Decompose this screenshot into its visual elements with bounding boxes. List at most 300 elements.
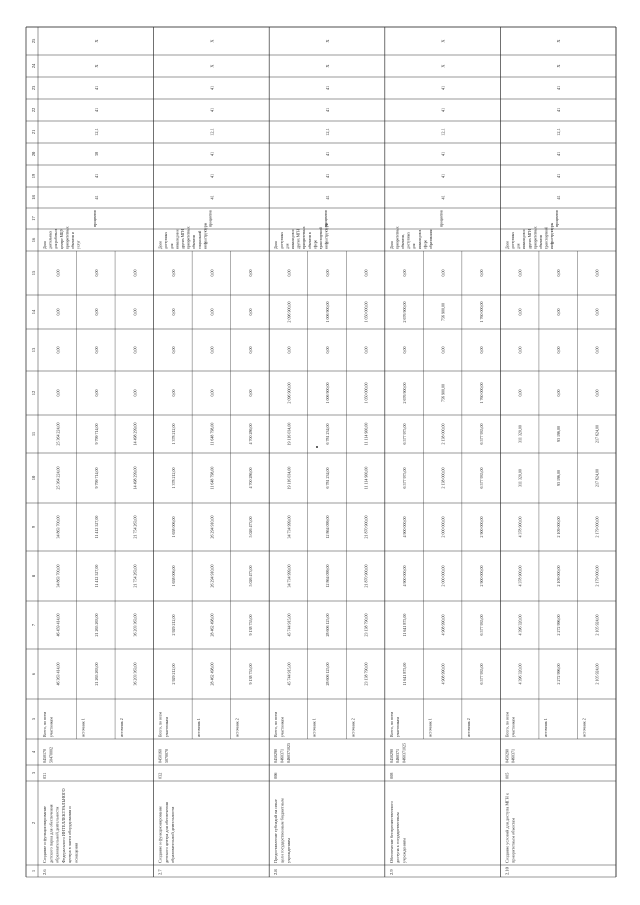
indicator-text: Доля [505,241,510,249]
indicator-value: 41 [440,85,446,91]
amount-value: 28 606 125,00 [325,662,330,686]
amount-value: 0,00 [594,308,600,316]
amount-value: 28 462 498,00 [209,613,215,637]
amount-value: 1 378 212,00 [170,467,176,489]
indicator-text: других МГН [527,229,532,249]
indicator-value: 41 [325,85,330,91]
indicator-text: объектов [192,234,197,249]
amount-value: 36 203 363,00 [132,662,138,686]
row-number: 2.9 [388,869,394,875]
column-number: 3 [31,771,36,775]
sub-label: источник 2 [581,718,587,737]
amount-value: 0,00 [93,346,99,354]
unit-text: процентов [324,210,328,227]
amount-value: 4 700 286,00 [247,467,253,489]
amount-value: 11 114 900,00 [363,422,369,446]
amount-value: 34 734 999,00 [286,515,292,539]
amount-value: 9 138 755,00 [247,614,253,636]
indicator-value: X [440,64,446,68]
sub-label: Всего, по всем [273,712,279,737]
amount-value: 0,00 [209,346,215,354]
row-name: образовательной деятельности [54,806,60,863]
amount-value: 45 744 915,00 [286,613,292,637]
amount-value: 0,00 [93,389,99,397]
amount-value: 0,00 [556,269,562,277]
indicator-value: 41 [556,85,562,91]
indicator-text: объектов в [307,232,312,249]
amount-value: 28 606 125,00 [325,613,330,637]
amount-value: 23 138 790,00 [363,613,369,637]
indicator-value: 41 [209,173,215,179]
indicator-text: объектов [539,234,543,249]
row-kbk: 50470002 [48,747,54,763]
amount-value: 4 900 000,00 [402,516,408,538]
amount-value: 0,00 [170,308,176,316]
amount-value: 0,00 [209,269,215,277]
amount-value: 2 929 212,00 [170,663,176,685]
amount-value: 4 908 990,00 [440,614,446,636]
row-kbk: 0450160 [157,749,163,763]
row-kbk: 0460371025 [285,743,291,763]
sub-label: источник 2 [465,718,471,737]
amount-value: 26 294 910,00 [209,564,215,588]
amount-value: 0,00 [440,269,446,277]
indicator-value: 12,1 [93,128,99,136]
amount-value: 2 272 996,00 [556,614,562,636]
indicator-value: X [440,39,446,43]
amount-value: 756 900,00 [440,303,446,321]
indicator-value: 41 [93,195,99,200]
column-number: 5 [31,717,36,721]
amount-value: 2 105 924,00 [594,614,600,636]
sub-label: участникам [279,717,285,737]
row-name: центра в части оборудования и [67,806,73,863]
indicator-value: X [325,39,330,43]
indicator-text: других МГН [181,229,185,249]
amount-value: 45 744 915,00 [286,662,292,686]
column-number: 10 [31,475,36,481]
amount-value: 1 050 000,00 [363,382,369,404]
amount-value: 311 320,00 [517,469,523,487]
amount-value: 4 700 286,00 [247,423,253,445]
amount-value: 11 114 900,00 [363,466,369,490]
sub-label: источник 2 [350,718,356,737]
column-number: 17 [31,216,36,221]
amount-value: 0,00 [55,308,61,316]
indicator-text: социальной [197,230,202,249]
indicator-text: инвалидов в [417,229,422,249]
amount-value: 756 900,00 [440,384,446,402]
amount-value: 4 378 900,00 [517,516,523,538]
indicator-value: 41 [93,85,99,91]
amount-value: 0,00 [247,308,253,316]
row-name: Федерального ИНТЕЛЛЕКТУАЛЬНОГО [60,788,66,863]
indicator-text: доступных [279,231,284,249]
column-number: 23 [31,85,36,91]
indicator-text: доступных [406,231,411,249]
amount-value: 14 498 299,00 [132,422,138,446]
amount-value: 0,00 [479,269,485,277]
indicator-value: 41 [440,151,446,157]
row-code: 005 [504,772,510,779]
indicator-value: 41 [556,151,562,157]
amount-value: 6 577 935,00 [479,663,485,685]
column-number: 12 [31,390,36,396]
amount-value: 0,00 [286,346,292,354]
indicator-text: для [169,243,174,249]
indicator-text: сфере [423,239,428,249]
amount-value: 1 006 900,00 [325,301,330,323]
indicator-text: услуг [76,240,81,249]
amount-value: 2 676 900,00 [402,301,408,323]
indicator-value: 12,1 [209,128,215,136]
indicator-value: 41 [93,173,99,179]
indicator-text: доступных [164,231,169,249]
row-number: 2.7 [157,869,163,875]
indicator-value: 41 [440,195,446,200]
indicator-text: транспортной [319,227,323,249]
indicator-value: 41 [325,173,330,179]
amount-value: 28 462 498,00 [209,662,215,686]
amount-value: 1 760 000,00 [479,301,485,323]
indicator-text: для [516,243,521,249]
amount-value: 0,00 [247,346,253,354]
amount-value: 2 000 000,00 [440,516,446,538]
table-text [31,38,601,875]
indicator-text: инфраструктуры [203,222,208,249]
amount-value: 2 138 000,00 [440,467,446,489]
indicator-value: 41 [325,107,330,113]
amount-value: 34 863 700,00 [55,564,61,588]
sub-label: Всего, по всем [388,712,394,737]
column-number: 4 [31,750,36,754]
amount-value: 14 498 299,00 [132,466,138,490]
row-name: приоритетным объектам [510,818,516,863]
sub-label: Всего, по всем [42,712,47,737]
amount-value: 12 864 099,00 [325,515,330,539]
amount-value: 1 378 212,00 [170,423,176,445]
amount-value: 0,00 [556,346,562,354]
amount-value: 21 265 263,00 [93,613,99,637]
amount-value: 0,00 [363,346,369,354]
amount-value: 217 624,00 [594,425,600,443]
column-number: 16 [31,237,36,243]
indicator-text: приоритетных [65,226,70,249]
indicator-text: объектов и [71,232,75,249]
amount-value: 0,00 [286,269,292,277]
row-kbk: 0460371 [395,749,401,763]
indicator-text: приоритетных [302,226,307,249]
amount-value: 6 781 234,00 [325,423,330,445]
amount-value: 6 781 234,00 [325,467,330,489]
amount-value: 0,00 [170,269,176,277]
indicator-value: X [209,64,215,68]
sub-label: источник 1 [196,718,202,737]
row-kbk: 5070070 [163,749,169,763]
row-name: образовательной деятельности [170,806,176,863]
amount-value: 19 116 034,00 [286,422,292,446]
column-number: 14 [31,309,36,315]
amount-value: 21 754 263,00 [132,564,138,588]
amount-value: 0,00 [132,346,138,354]
sub-label: участникам [510,717,516,737]
amount-value: 36 203 363,00 [132,613,138,637]
amount-value: 0,00 [517,308,523,316]
sub-label: Всего, по всем [157,712,163,737]
column-number: 6 [31,672,36,676]
indicator-value: 12,1 [556,128,562,136]
row-number: 2.8 [273,869,279,875]
unit-text: процентов [92,210,97,227]
amount-value: 0,00 [132,389,138,397]
indicator-text: для [412,243,417,249]
indicator-text: приоритетных [533,226,538,249]
unit-text: процентов [555,210,560,227]
indicator-text: центре МЦУ [59,228,64,249]
amount-value: 2 109 000,00 [556,565,562,587]
amount-value: 1 760 000,00 [479,382,485,404]
column-number: 25 [31,38,36,44]
row-code: 008 [388,772,394,779]
indicator-text: сфере [313,239,318,249]
amount-value: 11 641 875,00 [402,662,408,686]
sub-label: источник 1 [311,718,317,737]
sub-label: источник 1 [542,718,548,737]
column-number: 7 [31,623,36,627]
amount-value: 0,00 [363,269,369,277]
amount-value: 93 196,00 [556,426,562,442]
amount-value: 23 138 790,00 [363,662,369,686]
amount-value: 0,00 [55,269,61,277]
amount-value: 2 000 000,00 [440,565,446,587]
page-mark [316,446,318,448]
indicator-value: X [325,64,330,68]
amount-value: 25 364 224,00 [55,466,61,490]
indicator-text: Доля [274,241,279,249]
amount-value: 6 577 975,00 [402,423,408,445]
indicator-text: инвалидов и [522,229,527,249]
amount-value: 0,00 [517,389,523,397]
row-kbk: 0450290 [273,749,279,763]
amount-value: 11 412 527,00 [93,515,99,539]
row-name: Предоставление субсидий на иные [273,799,279,863]
amount-value: 217 624,00 [594,469,600,487]
indicator-text: для [285,243,290,249]
amount-value: 0,00 [55,346,61,354]
row-number: 2.6 [42,869,47,875]
table-grid [26,27,616,877]
column-number: 8 [31,574,36,578]
indicator-value: X [93,64,99,68]
amount-value: 2 179 000,00 [594,516,600,538]
sub-label: участникам [48,717,54,737]
amount-value: 2 272 996,00 [556,663,562,685]
amount-value: 0,00 [479,346,485,354]
amount-value: 2 929 212,00 [170,614,176,636]
indicator-value: 41 [209,151,215,157]
amount-value: 0,00 [93,308,99,316]
indicator-text: инфраструктуры [324,222,329,249]
row-name: учреждениям [401,838,407,863]
indicator-value: 12,1 [440,128,446,136]
column-number: 13 [31,347,36,353]
amount-value: 34 734 999,00 [286,564,292,588]
amount-value: 26 294 910,00 [209,515,215,539]
amount-value: 2 179 000,00 [594,565,600,587]
sub-label: источник 1 [80,718,86,737]
amount-value: 25 364 224,00 [55,422,61,446]
indicator-text: Доля [43,241,47,249]
row-kbk: 0450290 [504,749,510,763]
row-name: Создание условий для доступа МГН к [504,793,510,863]
amount-value: 1 006 900,00 [325,382,330,404]
unit-text: процентов [439,210,444,227]
amount-value: 46 363 414,00 [55,662,61,686]
amount-value: 4 378 900,00 [517,565,523,587]
row-name: Обеспечение беспрепятственного [388,801,394,863]
row-kbk: 0460371025 [401,743,407,763]
indicator-text: образования [429,229,433,249]
row-kbk: 0460371 [510,749,516,763]
amount-value: 46 459 414,00 [55,613,61,637]
amount-value: 9 799 714,00 [93,423,99,445]
indicator-text: для работы в [54,228,59,249]
column-number: 24 [31,63,36,69]
amount-value: 0,00 [247,389,253,397]
indicator-value: 41 [209,107,215,113]
amount-value: 0,00 [209,389,215,397]
indicator-value: 41 [556,173,562,179]
indicator-text: приоритетных [186,226,191,249]
amount-value: 0,00 [402,346,408,354]
amount-value: 21 870 900,00 [363,515,369,539]
indicator-value: X [93,39,99,43]
amount-value: 21 870 900,00 [363,564,369,588]
indicator-value: 38 [93,151,99,157]
sub-label: Всего, по всем [504,712,510,737]
amount-value: 0,00 [132,269,138,277]
row-name: цели государственным бюджетным [279,798,285,863]
amount-value: 0,00 [556,308,562,316]
row-code: 032 [157,772,163,779]
unit-text: процентов [208,210,213,227]
amount-value: 6 577 975,00 [402,467,408,489]
amount-value: 0,00 [440,346,446,354]
amount-value: 11 412 527,00 [93,564,99,588]
amount-value: 5 026 473,00 [247,516,253,538]
column-number: 9 [31,525,36,529]
indicator-text: инвалидов и [175,229,180,249]
amount-value: 34 863 700,00 [55,515,61,539]
amount-value: 0,00 [132,308,138,316]
amount-value: 0,00 [517,346,523,354]
indicator-value: 41 [209,195,215,200]
indicator-text: Доля [158,241,163,249]
amount-value: 0,00 [170,389,176,397]
amount-value: 0,00 [325,346,330,354]
sub-label: участникам [395,717,401,737]
amount-value: 9 799 714,00 [93,467,99,489]
column-number: 21 [31,129,36,135]
row-name: Создание и функционирование [42,806,47,863]
row-name: детского центра для обеспечения [163,802,169,863]
amount-value: 1 658 006,00 [170,565,176,587]
indicator-value: X [556,64,562,68]
indicator-text: транспортной [544,227,549,249]
amount-value: 2 105 924,00 [594,663,600,685]
sub-label: источник 1 [427,718,433,737]
indicator-value: X [556,39,562,43]
amount-value: 2 900 000,00 [479,565,485,587]
amount-value: 6 577 935,00 [479,614,485,636]
amount-value: 2 676 900,00 [402,382,408,404]
row-kbk: 0450290 [388,749,394,763]
amount-value: 21 754 263,00 [132,515,138,539]
amount-value: 0,00 [517,269,523,277]
amount-value: 6 577 935,00 [479,423,485,445]
amount-value: 11 641 875,00 [402,613,408,637]
amount-value: 0,00 [209,308,215,316]
indicator-value: 41 [440,173,446,179]
amount-value: 2 096 900,00 [286,301,292,323]
amount-value: 0,00 [556,389,562,397]
amount-value: 19 116 034,00 [286,466,292,490]
amount-value: 0,00 [247,269,253,277]
amount-value: 21 265 263,00 [93,662,99,686]
sub-label: источник 2 [119,718,125,737]
amount-value: 1 050 000,00 [363,301,369,323]
indicator-value: 41 [556,195,562,200]
amount-value: 4 908 990,00 [440,663,446,685]
amount-value: 12 864 099,00 [325,564,330,588]
amount-value: 5 026 473,00 [247,565,253,587]
row-code: 031 [42,772,47,779]
amount-value: 2 138 000,00 [440,423,446,445]
amount-value: 4 396 320,00 [517,614,523,636]
indicator-value: 41 [325,151,330,157]
amount-value: 2 900 000,00 [479,516,485,538]
row-name: учреждениям [285,838,291,863]
sub-label: источник 2 [234,718,240,737]
indicator-text: инфраструктуры [550,222,555,249]
column-number: 20 [31,151,36,157]
indicator-value: 41 [325,195,330,200]
amount-value: 2 109 000,00 [556,516,562,538]
row-name: доступа к государственным [395,812,401,863]
amount-value: 311 320,00 [517,425,523,443]
column-number: 11 [31,431,36,437]
amount-value: 4 396 320,00 [517,663,523,685]
indicator-text: объектов, [401,234,405,249]
amount-value: 11 648 798,00 [209,466,215,490]
indicator-value: 41 [93,107,99,113]
amount-value: 0,00 [402,269,408,277]
indicator-text: Доля [389,241,394,249]
column-number: 15 [31,270,36,276]
row-number: 2.10 [504,867,510,875]
row-name: Создание и функционирование [157,806,163,863]
amount-value: 9 138 755,00 [247,663,253,685]
column-number: 18 [31,195,36,200]
indicator-value: X [209,39,215,43]
amount-value: 0,00 [594,269,600,277]
indicator-value: 41 [556,107,562,113]
amount-value: 2 096 900,00 [286,382,292,404]
amount-value: 93 196,00 [556,470,562,486]
indicator-value: 41 [440,107,446,113]
amount-value: 6 577 935,00 [479,467,485,489]
indicator-text: доступных [511,231,515,249]
